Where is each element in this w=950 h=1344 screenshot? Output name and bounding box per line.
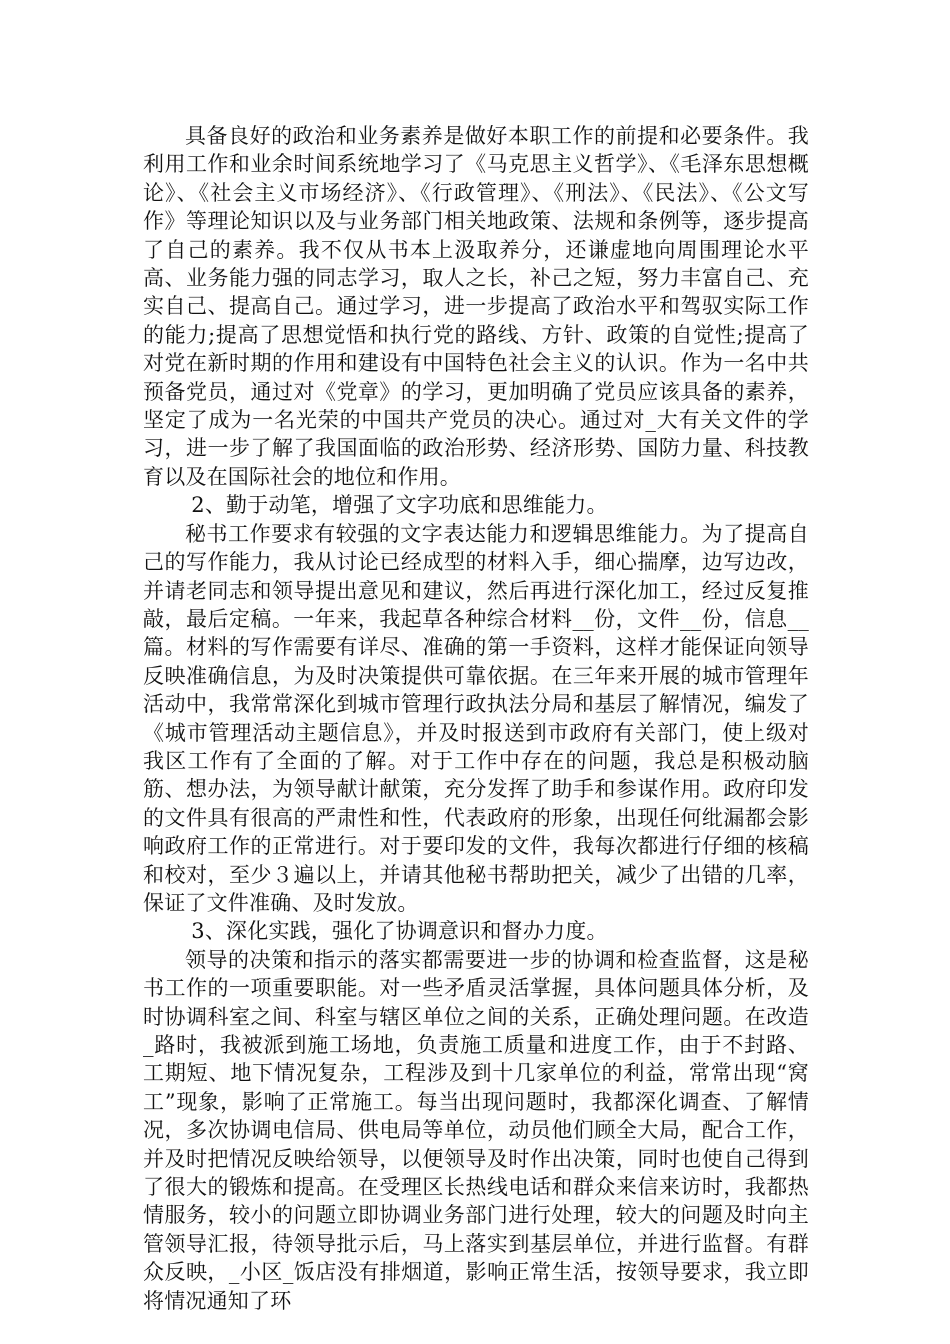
section-heading-writing: 2、勤于动笔，增强了文字功底和思维能力。 bbox=[191, 493, 608, 518]
paragraph-political-study: 具备良好的政治和业务素养是做好本职工作的前提和必要条件。我利用工作和业余时间系统地学习了《马克思主义哲学》、《毛泽东思想概论》、《社会主义市场经济》、《行政管理》、《刑法》、《民法》、《公文写作》等理论知识以及与业务部门相关地政策、法规和条例等，逐步提高了自己的素养。我不仅从书本上汲取养分，还谦虚地向周围理论水平高、业务能力强的同志学习，取人之长，补己之短，努力丰富自己、充实自己、提高自己。通过学习，进一步提高了政治水平和驾驭实际工作的能力;提高了思想觉悟和执行党的路线、方针、政策的自觉性;提高了对党在新时期的作用和建设有中国特色社会主义的认识。作为一名中共预备党员，通过对《党章》的学习，更加明确了党员应该具备的素养，坚定了成为一名光荣的中国共产党员的决心。通过对_大有关文件的学习，进一步了解了我国面临的政治形势、经济形势、国防力量、科技教育以及在国际社会的地位和作用。 bbox=[143, 124, 809, 489]
document-body bbox=[143, 122, 809, 1315]
paragraph-writing-ability: 秘书工作要求有较强的文字表达能力和逻辑思维能力。为了提高自己的写作能力，我从讨论已经成型的材料入手，细心揣摩，边写边改，并请老同志和领导提出意见和建议，然后再进行深化加工，经过反复推敲，最后定稿。一年来，我起草各种综合材料__份，文件__份，信息__篇。材料的写作需要有详尽、准确的第一手资料，这样才能保证向领导反映准确信息，为及时决策提供可靠依据。在三年来开展的城市管理年活动中，我常常深化到城市管理行政执法分局和基层了解情况，编发了《城市管理活动主题信息》，并及时报送到市政府有关部门，使上级对我区工作有了全面的了解。对于工作中存在的问题，我总是积极动脑筋、想办法，为领导献计献策，充分发挥了助手和参谋作用。政府印发的文件具有很高的严肃性和性，代表政府的形象，出现任何纰漏都会影响政府工作的正常进行。对于要印发的文件，我每次都进行仔细的核稿和校对，至少３遍以上，并请其他秘书帮助把关，减少了出错的几率，保证了文件准确、及时发放。 bbox=[143, 521, 809, 915]
section-heading-coordination: 3、深化实践，强化了协调意识和督办力度。 bbox=[191, 919, 608, 944]
paragraph-coordination: 领导的决策和指示的落实都需要进一步的协调和检查监督，这是秘书工作的一项重要职能。对一些矛盾灵活掌握，具体问题具体分析，及时协调科室之间、科室与辖区单位之间的关系，正确处理问题。在改造_路时，我被派到施工场地，负责施工质量和进度工作，由于不封路、工期短、地下情况复杂，工程涉及到十几家单位的利益，常常出现“窝工”现象，影响了正常施工。每当出现问题时，我都深化调查、了解情况，多次协调电信局、供电局等单位，动员他们顾全大局，配合工作，并及时把情况反映给领导，以便领导及时作出决策，同时也使自己得到了很大的锻炼和提高。在受理区长热线电话和群众来信来访时，我都热情服务，较小的问题立即协调业务部门进行处理，较大的问题及时向主管领导汇报，待领导批示后，马上落实到基层单位，并进行监督。有群众反映，_小区_饭店没有排烟道，影响正常生活，按领导要求，我立即将情况通知了环 bbox=[143, 947, 809, 1313]
